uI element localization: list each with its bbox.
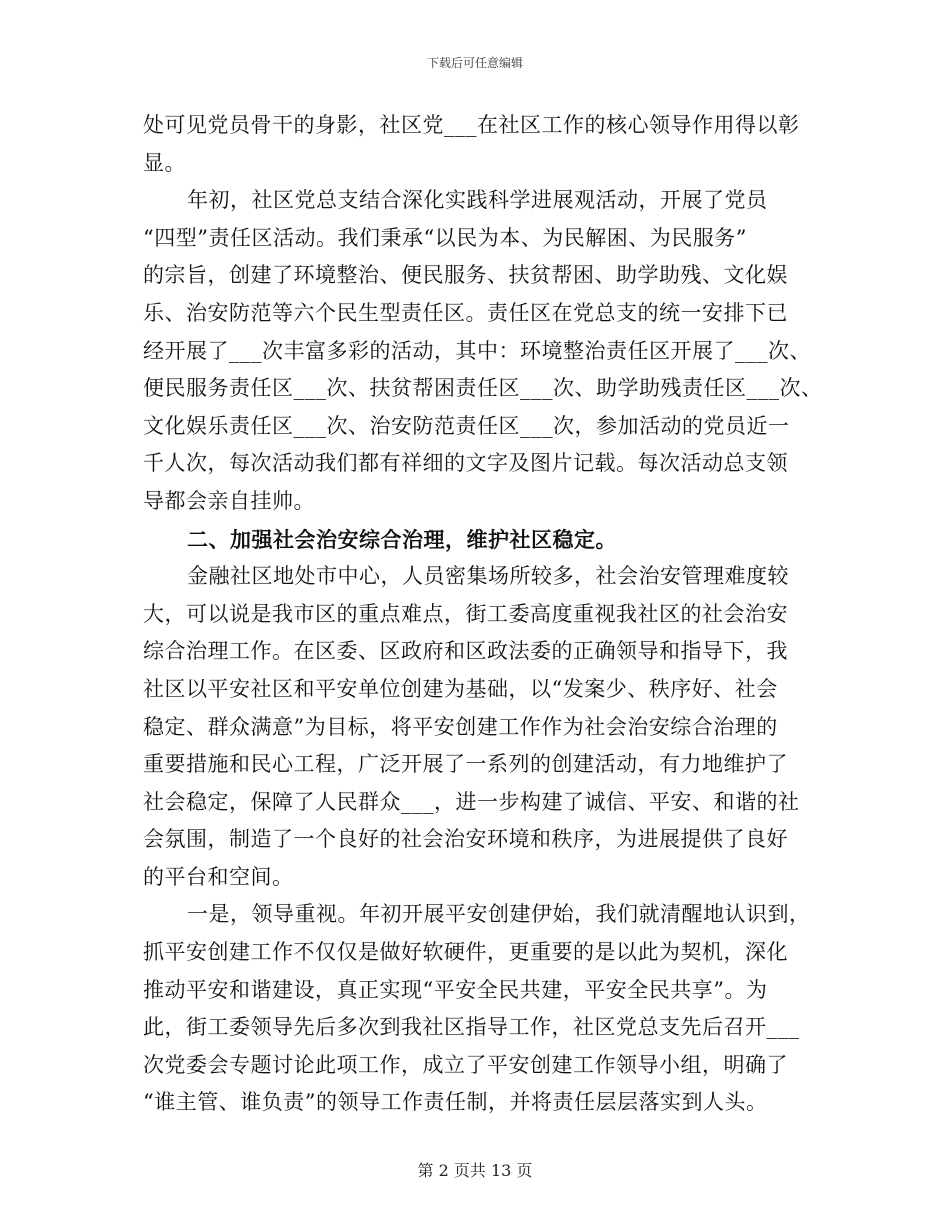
- page-number-footer: 第 2 页共 13 页: [417, 1161, 533, 1180]
- paragraph-start-line: 一是，领导重视。年初开展平安创建伊始，我们就清醒地认识到，: [187, 902, 811, 927]
- text-line: 显。: [143, 150, 186, 175]
- text-line: 此，街工委领导先后多次到我社区指导工作，社区党总支先后召开___: [143, 1015, 800, 1040]
- text-line: 抓平安创建工作不仅仅是做好软硬件，更重要的是以此为契机，深化: [143, 940, 788, 965]
- paragraph-start-line: 年初，社区党总支结合深化实践科学进展观活动，开展了党员: [187, 188, 768, 213]
- text-line: 大，可以说是我市区的重点难点，街工委高度重视我社区的社会治安: [143, 601, 788, 626]
- text-line: 处可见党员骨干的身影，社区党___在社区工作的核心领导作用得以彰: [143, 113, 800, 137]
- text-line: 稳定、群众满意”为目标，将平安创建工作作为社会治安综合治理的: [143, 714, 778, 739]
- text-line: 文化娱乐责任区___次、治安防范责任区___次，参加活动的党员近一: [143, 413, 790, 438]
- text-line: 的平台和空间。: [143, 864, 294, 889]
- text-line: 次党委会专题讨论此项工作，成立了平安创建工作领导小组，明确了: [143, 1052, 788, 1077]
- text-line: 乐、治安防范等六个民生型责任区。责任区在党总支的统一安排下已: [143, 300, 788, 325]
- text-line: 经开展了___次丰富多彩的活动，其中：环境整治责任区开展了___次、: [143, 338, 811, 363]
- text-line: 会氛围，制造了一个良好的社会治安环境和秩序，为进展提供了良好: [143, 827, 788, 852]
- text-line: 综合治理工作。在区委、区政府和区政法委的正确领导和指导下，我: [143, 639, 788, 664]
- text-line: 千人次，每次活动我们都有祥细的文字及图片记载。每次活动总支领: [143, 451, 788, 476]
- text-line: “谁主管、谁负责”的领导工作责任制，并将责任层层落实到人头。: [143, 1090, 768, 1115]
- text-line: 重要措施和民心工程，广泛开展了一系列的创建活动，有力地维护了: [143, 752, 788, 777]
- text-line: 社区以平安社区和平安单位创建为基础，以“发案少、秩序好、社会: [143, 676, 778, 701]
- text-line: 的宗旨，创建了环境整治、便民服务、扶贫帮困、助学助残、文化娱: [143, 263, 788, 288]
- page-header: 下载后可任意编辑: [426, 56, 523, 70]
- text-line: 便民服务责任区___次、扶贫帮困责任区___次、助学助残责任区___次、: [143, 376, 823, 401]
- text-line: 导都会亲自挂帅。: [143, 488, 315, 513]
- text-line: 推动平安和谐建设，真正实现“平安全民共建，平安全民共享”。为: [143, 977, 768, 1002]
- text-line: “四型”责任区活动。我们秉承“以民为本、为民解困、为民服务”: [143, 225, 747, 250]
- section-heading: 二、加强社会治安综合治理，维护社区稳定。: [187, 526, 617, 552]
- text-line: 社会稳定，保障了人民群众___，进一步构建了诚信、平安、和谐的社: [143, 789, 800, 814]
- paragraph-start-line: 金融社区地处市中心，人员密集场所较多，社会治安管理难度较: [187, 564, 789, 589]
- document-body: [143, 107, 823, 1122]
